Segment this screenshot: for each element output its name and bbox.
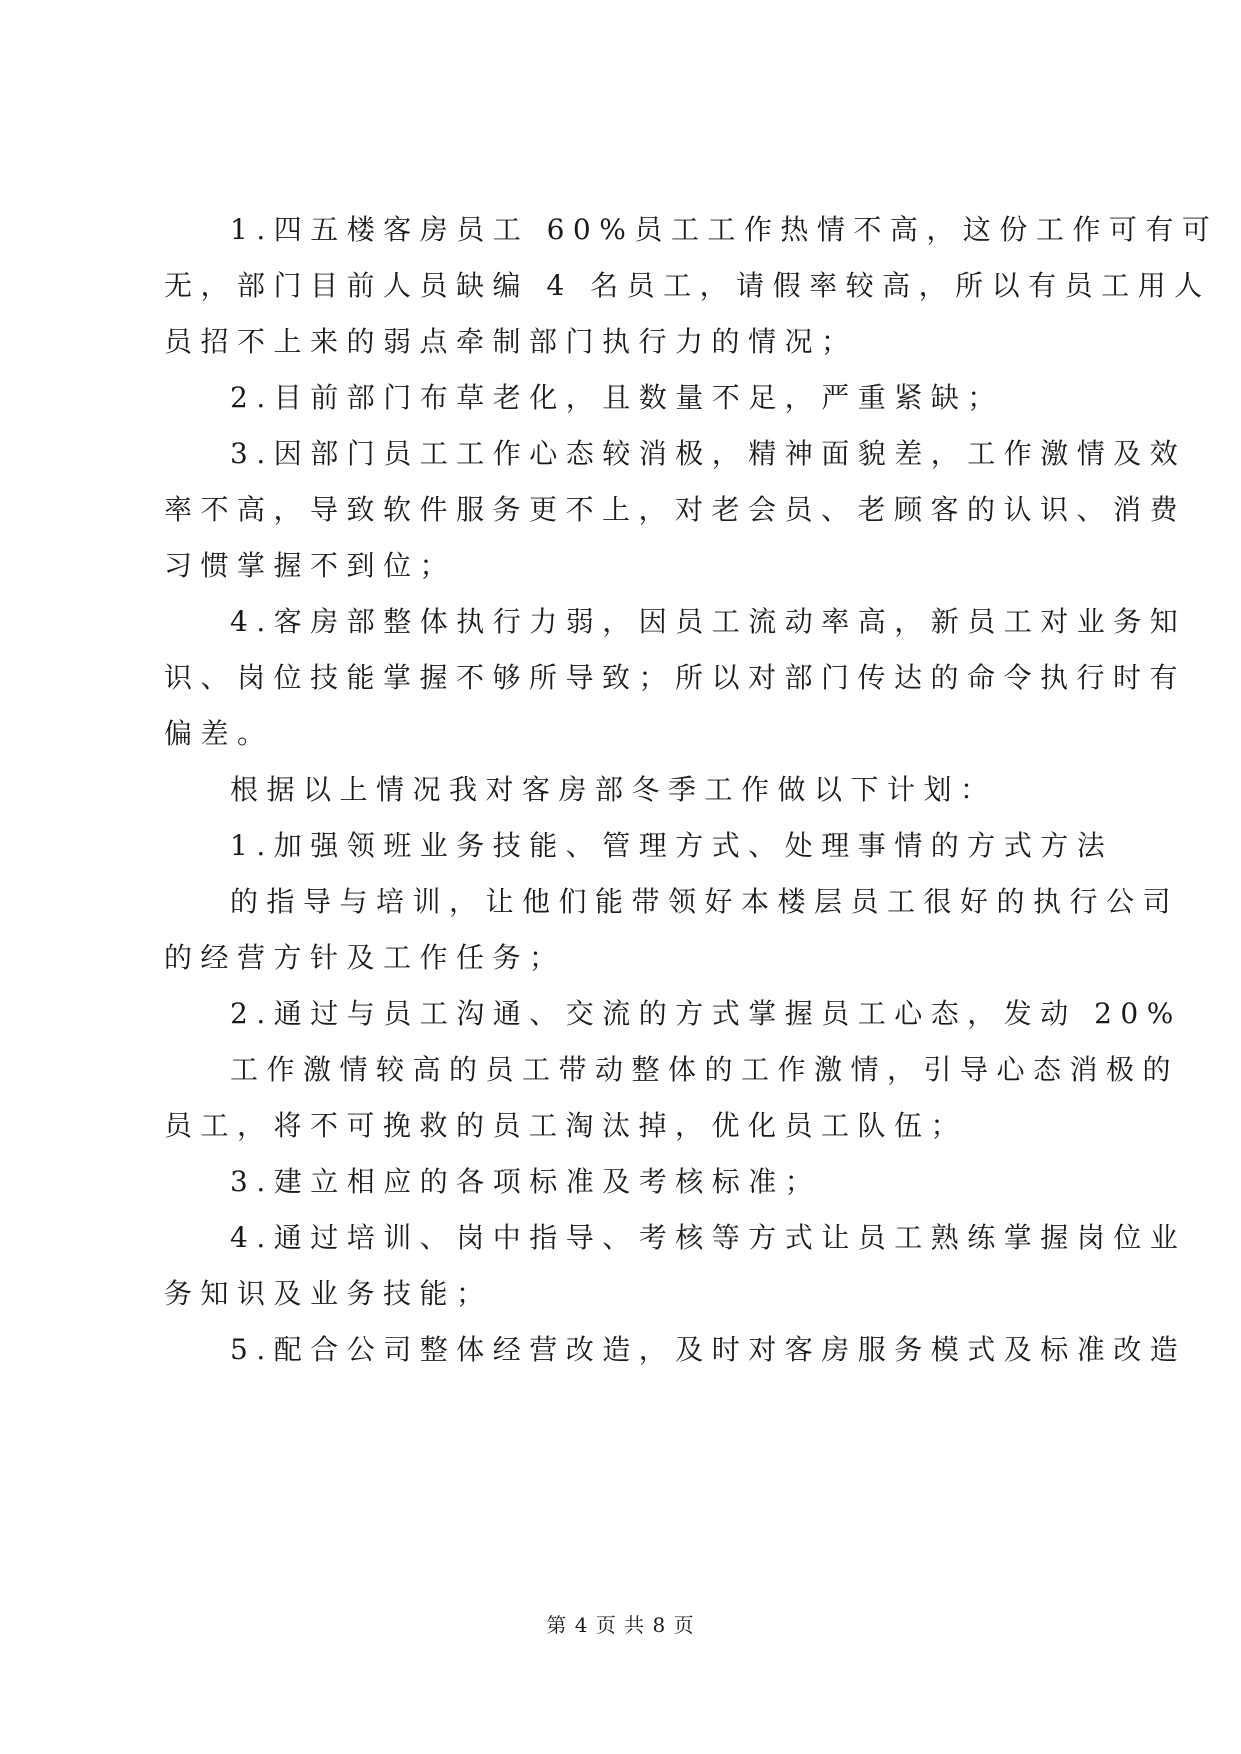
text-line-6: 率不高，导致软件服务更不上，对老会员、老顾客的认识、消费: [164, 493, 1187, 526]
text-line-12: 1.加强领班业务技能、管理方式、处理事情的方式方法: [230, 829, 1114, 862]
text-line-1: 1.四五楼客房员工 60%员工工作热情不高，这份工作可有可: [230, 213, 1219, 246]
text-line-21: 5.配合公司整体经营改造，及时对客房服务模式及标准改造: [230, 1333, 1187, 1366]
text-line-11: 根据以上情况我对客房部冬季工作做以下计划：: [230, 773, 997, 806]
text-line-2: 无，部门目前人员缺编 4 名员工，请假率较高，所以有员工用人: [164, 269, 1211, 302]
text-line-15: 2.通过与员工沟通、交流的方式掌握员工心态，发动 20%: [230, 997, 1182, 1030]
text-line-7: 习惯掌握不到位；: [164, 549, 457, 582]
text-line-17: 员工，将不可挽救的员工淘汰掉，优化员工队伍；: [164, 1109, 968, 1142]
text-line-14: 的经营方针及工作任务；: [164, 941, 566, 974]
text-line-9: 识、岗位技能掌握不够所导致；所以对部门传达的命令执行时有: [164, 661, 1187, 694]
text-line-10: 偏差。: [164, 717, 274, 750]
text-line-13: 的指导与培训，让他们能带领好本楼层员工很好的执行公司: [230, 885, 1180, 918]
page-footer: 第 4 页 共 8 页: [546, 1613, 695, 1637]
text-line-18: 3.建立相应的各项标准及考核标准；: [230, 1165, 822, 1198]
text-line-16: 工作激情较高的员工带动整体的工作激情，引导心态消极的: [230, 1053, 1180, 1086]
text-line-8: 4.客房部整体执行力弱，因员工流动率高，新员工对业务知: [230, 605, 1187, 638]
text-line-4: 2.目前部门布草老化，且数量不足，严重紧缺；: [230, 381, 1004, 414]
text-line-19: 4.通过培训、岗中指导、考核等方式让员工熟练掌握岗位业: [230, 1221, 1187, 1254]
text-line-5: 3.因部门员工工作心态较消极，精神面貌差，工作激情及效: [230, 437, 1187, 470]
text-line-20: 务知识及业务技能；: [164, 1277, 493, 1310]
text-line-3: 员招不上来的弱点牵制部门执行力的情况；: [164, 325, 858, 358]
